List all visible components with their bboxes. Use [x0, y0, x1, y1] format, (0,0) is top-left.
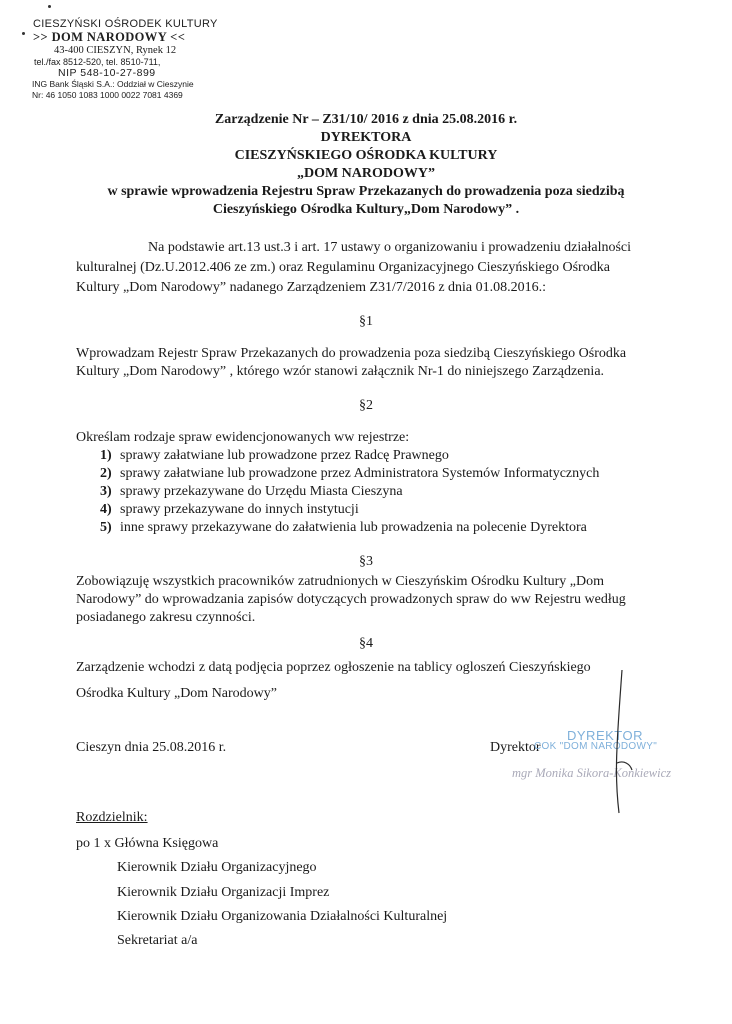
section-1-heading: §1: [359, 314, 373, 329]
distribution-heading: Rozdzielnik:: [76, 810, 148, 825]
section-1-line-1: Wprowadzam Rejestr Spraw Przekazanych do prowadzenia poza siedzibą Cieszyńskiego Ośrodka: [76, 346, 627, 361]
distribution-first: po 1 x Główna Księgowa: [76, 836, 219, 851]
title-subject-line2: Cieszyńskiego Ośrodka Kultury„Dom Narodowy” .: [212, 202, 520, 217]
title-subject-line1: w sprawie wprowadzenia Rejestru Spraw Przekazanych do prowadzenia poza siedzibą: [107, 184, 625, 199]
section-3-line-3: posiadanego zakresu czynności.: [76, 610, 256, 625]
section-2-intro: Określam rodzaje spraw ewidencjonowanych ww rejestrze:: [76, 430, 410, 445]
intro-line-2: kulturalnej (Dz.U.2012.406 ze zm.) oraz Regulaminu Organizacyjnego Cieszyńskiego Ośrodka: [76, 260, 610, 275]
title-institution: CIESZYŃSKIEGO OŚRODKA KULTURY: [234, 148, 498, 163]
stamp-line-phone: tel./fax 8512-520, tel. 8510-711,: [34, 57, 161, 67]
section-4-line-1: Zarządzenie wchodzi z datą podjęcia poprzez ogłoszenie na tablicy ogloszeń Cieszyńskiego: [76, 660, 591, 675]
handwritten-signature: [600, 668, 640, 818]
list-item-number: 2): [100, 466, 112, 481]
director-stamp-title: DYREKTOR: [567, 728, 643, 743]
section-4-heading: §4: [359, 636, 373, 651]
list-item-text: sprawy przekazywane do innych instytucji: [120, 502, 359, 517]
list-item: [100, 484, 403, 500]
list-item-text: sprawy załatwiane lub prowadzone przez Administratora Systemów Informatycznych: [120, 466, 600, 481]
section-1-line-2: Kultury „Dom Narodowy” , którego wzór stanowi załącznik Nr-1 do niniejszego Zarządzenia.: [76, 364, 605, 379]
section-3-line-1: Zobowiązuję wszystkich pracowników zatrudnionych w Cieszyńskim Ośrodku Kultury „Dom: [76, 574, 605, 589]
distribution-item: Kierownik Działu Organizacji Imprez: [117, 885, 330, 900]
list-item-number: 1): [100, 448, 112, 463]
list-item: [100, 448, 449, 464]
intro-line-3: Kultury „Dom Narodowy” nadanego Zarządzeniem Z31/7/2016 z dnia 01.08.2016.:: [76, 280, 547, 295]
order-number-title: Zarządzenie Nr – Z31/10/ 2016 z dnia 25.08.2016 r.: [214, 112, 518, 127]
distribution-item: Kierownik Działu Organizacyjnego: [117, 860, 317, 875]
stamp-line-bank: ING Bank Śląski S.A.: Oddział w Cieszynie: [32, 79, 194, 89]
list-item-number: 3): [100, 484, 112, 499]
section-3-heading: §3: [359, 554, 373, 569]
list-item: [100, 466, 599, 482]
section-4-line-2: Ośrodka Kultury „Dom Narodowy”: [76, 686, 278, 701]
list-item: [100, 520, 587, 536]
title-dom-narodowy: „DOM NARODOWY”: [296, 166, 436, 181]
list-item-text: sprawy załatwiane lub prowadzone przez Radcę Prawnego: [120, 448, 449, 463]
stamp-line-name: CIESZYŃSKI OŚRODEK KULTURY: [33, 18, 218, 30]
signature-label: Dyrektor: [490, 740, 541, 755]
title-director: DYREKTORA: [320, 130, 412, 145]
list-item: [100, 502, 359, 518]
stamp-line-brand: >> DOM NARODOWY <<: [33, 30, 186, 44]
list-item-number: 5): [100, 520, 112, 535]
intro-line-1: Na podstawie art.13 ust.3 i art. 17 ustawy o organizowaniu i prowadzeniu działalności: [148, 240, 632, 255]
section-3-line-2: Narodowy” do wprowadzania zapisów dotyczących prowadzonych spraw do ww Rejestru według: [76, 592, 626, 607]
list-item-text: sprawy przekazywane do Urzędu Miasta Cieszyna: [120, 484, 403, 499]
list-item-text: inne sprawy przekazywane do załatwienia lub prowadzenia na polecenie Dyrektora: [120, 520, 587, 535]
distribution-item: Kierownik Działu Organizowania Działalności Kulturalnej: [117, 909, 448, 924]
stamp-line-account: Nr: 46 1050 1083 1000 0022 7081 4369: [32, 90, 183, 100]
director-stamp-org: COK "DOM NARODOWY": [534, 741, 658, 752]
stamp-line-nip: NIP 548-10-27-899: [58, 67, 156, 79]
list-item-number: 4): [100, 502, 112, 517]
director-name: mgr Monika Sikora-Konkiewicz: [512, 766, 672, 780]
scan-speck: [48, 5, 51, 8]
section-2-heading: §2: [359, 398, 373, 413]
stamp-line-address: 43-400 CIESZYN, Rynek 12: [54, 45, 177, 56]
place-date: Cieszyn dnia 25.08.2016 r.: [76, 740, 227, 755]
scan-speck: [22, 32, 25, 35]
distribution-item: Sekretariat a/a: [117, 933, 198, 948]
